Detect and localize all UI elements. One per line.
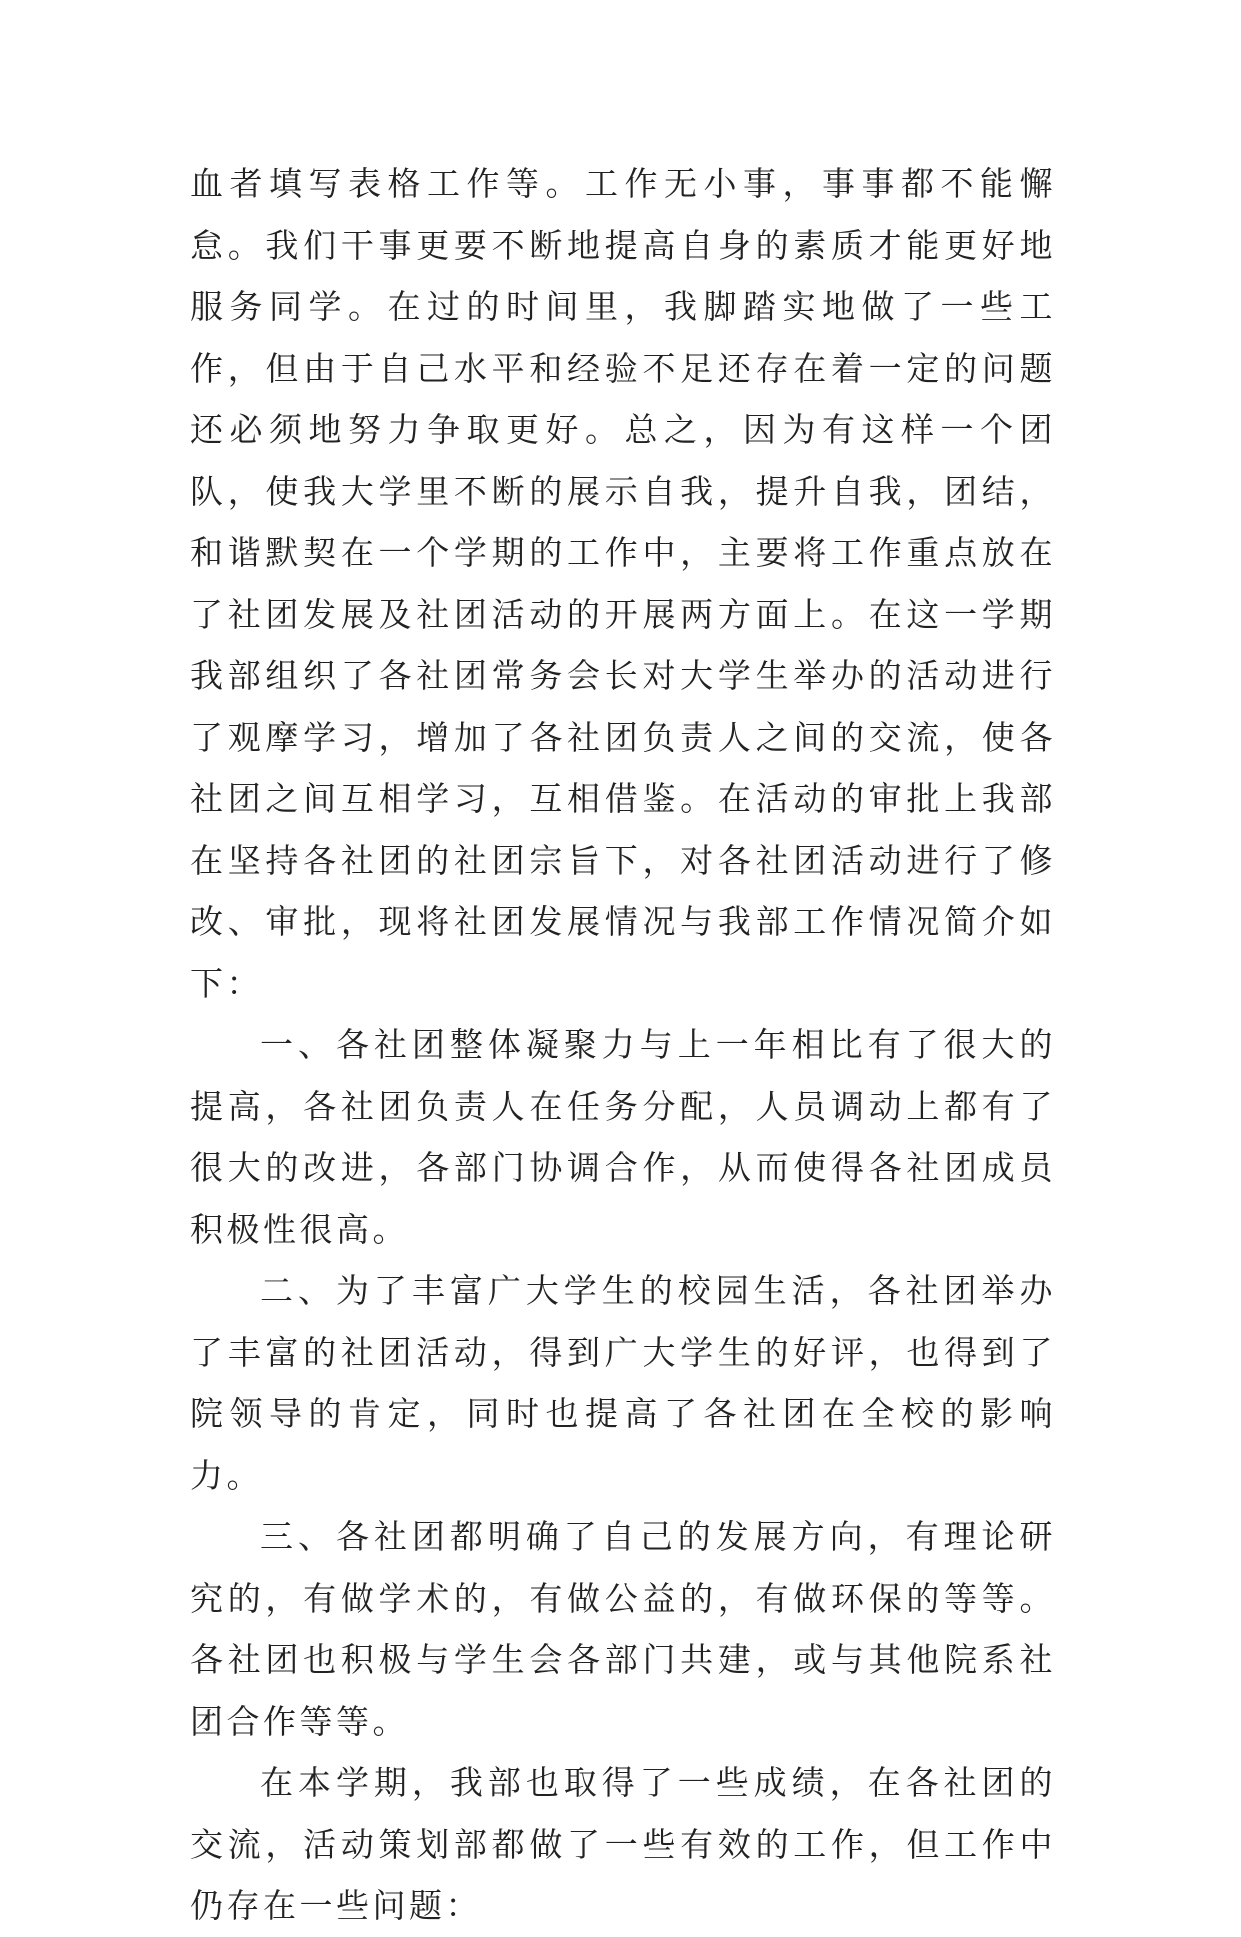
paragraph-5: 在本学期，我部也取得了一些成绩，在各社团的交流，活动策划部都做了一些有效的工作，但工作中仍存在一些问题： bbox=[190, 1763, 1056, 1925]
document-body bbox=[190, 153, 1056, 1937]
paragraph-4: 三、各社团都明确了自己的发展方向，有理论研究的，有做学术的，有做公益的，有做环保的等等。各社团也积极与学生会各部门共建，或与其他院系社团合作等等。 bbox=[190, 1517, 1056, 1741]
paragraph-1: 血者填写表格工作等。工作无小事，事事都不能懈怠。我们干事更要不断地提高自身的素质才能更好地服务同学。在过的时间里，我脚踏实地做了一些工作，但由于自己水平和经验不足还存在着一定的问题还必须地努力争取更好。总之，因为有这样一个团队，使我大学里不断的展示自我，提升自我，团结，和谐默契在一个学期的工作中，主要将工作重点放在了社团发展及社团活动的开展两方面上。在这一学期我部组织了各社团常务会长对大学生举办的活动进行了观摩学习，增加了各社团负责人之间的交流，使各社团之间互相学习，互相借鉴。在活动的审批上我部在坚持各社团的社团宗旨下，对各社团活动进行了修改、审批，现将社团发展情况与我部工作情况简介如下： bbox=[190, 164, 1056, 1003]
paragraph-3: 二、为了丰富广大学生的校园生活，各社团举办了丰富的社团活动，得到广大学生的好评，也得到了院领导的肯定，同时也提高了各社团在全校的影响力。 bbox=[190, 1271, 1056, 1495]
paragraph-2: 一、各社团整体凝聚力与上一年相比有了很大的提高，各社团负责人在任务分配，人员调动上都有了很大的改进，各部门协调合作，从而使得各社团成员积极性很高。 bbox=[190, 1025, 1056, 1249]
